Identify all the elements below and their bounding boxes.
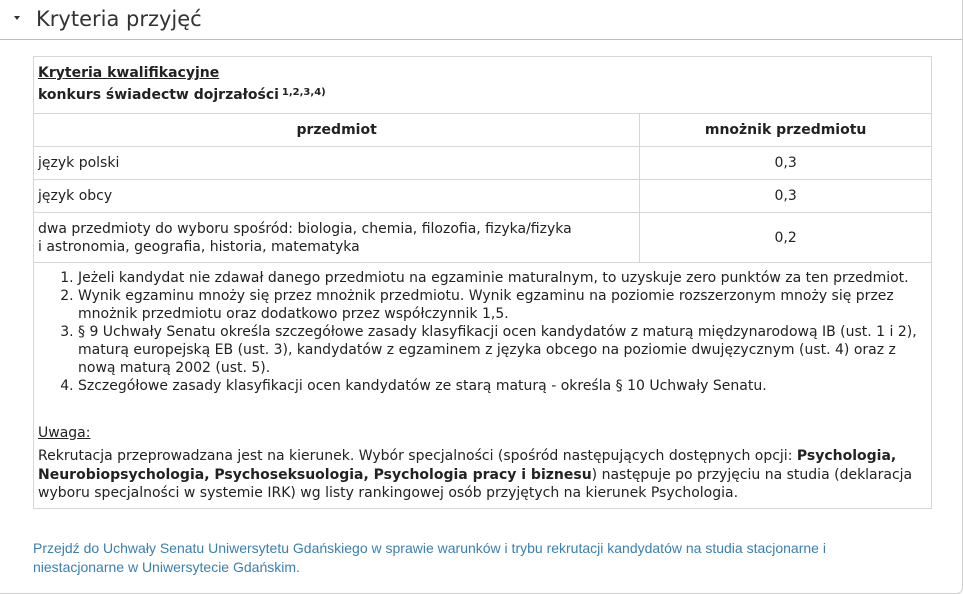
table-row [34, 147, 932, 180]
table-header-row [34, 114, 932, 147]
multiplier-cell: 0,3 [640, 147, 932, 180]
criteria-subtitle-text: konkurs świadectw dojrzałości [38, 87, 279, 103]
panel-title: Kryteria przyjęć [36, 7, 202, 31]
caret-down-icon[interactable] [14, 16, 20, 20]
subject-cell: język obcy [34, 180, 640, 213]
note-item: 4. Szczegółowe zasady klasyfikacji ocen kandydatów ze starą maturą - określa § 10 Uchwały Senatu. [78, 377, 927, 395]
remark-text-after: ) następuje po przyjęciu na studia (deklaracja wyboru specjalności w systemie IRK) wg listy rankingowej osób przyjętych na kierunek Psychologia. [38, 466, 913, 501]
multiplier-cell: 0,3 [640, 180, 932, 213]
notes-list [57, 269, 927, 395]
multiplier-cell: 0,2 [640, 213, 932, 263]
remark-label: Uwaga: [38, 425, 91, 441]
criteria-box [33, 56, 932, 509]
panel-header-toggle[interactable] [0, 0, 962, 40]
subject-cell-line-2: i astronomia, geografia, historia, matematyka [38, 238, 360, 255]
column-header-subject: przedmiot [34, 114, 640, 147]
subject-cell: język polski [34, 147, 640, 180]
table-row [34, 213, 932, 263]
criteria-table [33, 113, 932, 263]
subject-cell [34, 213, 640, 263]
remark-text-before: Rekrutacja przeprowadzana jest na kierunek. Wybór specjalności (spośród następujących dostępnych opcji: [38, 448, 797, 464]
note-item: 1. Jeżeli kandydat nie zdawał danego przedmiotu na egzaminie maturalnym, to uzyskuje zero punktów za ten przedmiot. [78, 269, 927, 287]
specializations-list: Psychologia, Neurobiopsychologia, Psychoseksuologia, Psychologia pracy i biznesu [38, 448, 897, 483]
remark-text [38, 447, 928, 503]
note-item: 2. Wynik egzaminu mnoży się przez mnożnik przedmiotu. Wynik egzaminu na poziomie rozszerzonym mnoży się przez mnożnik przedmiotu oraz dodatkowo przez współczynnik 1,5. [78, 287, 927, 323]
senate-resolution-link[interactable]: Przejdź do Uchwały Senatu Uniwersytetu Gdańskiego w sprawie warunków i trybu rekrutacji kandydatów na studia stacjonarne i niestacjonarne w Uniwersytecie Gdańskim. [33, 540, 826, 575]
criteria-subtitle-refs: 1,2,3,4) [281, 87, 326, 98]
criteria-title: Kryteria kwalifikacyjne [38, 65, 220, 81]
criteria-subtitle [38, 87, 326, 103]
subject-cell-line-1: dwa przedmioty do wyboru spośród: biologia, chemia, filozofia, fizyka/fizyka [38, 220, 572, 237]
table-row [34, 180, 932, 213]
note-item: 3. § 9 Uchwały Senatu określa szczegółowe zasady klasyfikacji ocen kandydatów z maturą międzynarodową IB (ust. 1 i 2), maturą europejską EB (ust. 3), kandydatów z egzaminem z języka obcego na poziomie dwujęzycznym (ust. 4) oraz z nową maturą 2002 (ust. 5). [78, 323, 927, 377]
column-header-multiplier: mnożnik przedmiotu [640, 114, 932, 147]
